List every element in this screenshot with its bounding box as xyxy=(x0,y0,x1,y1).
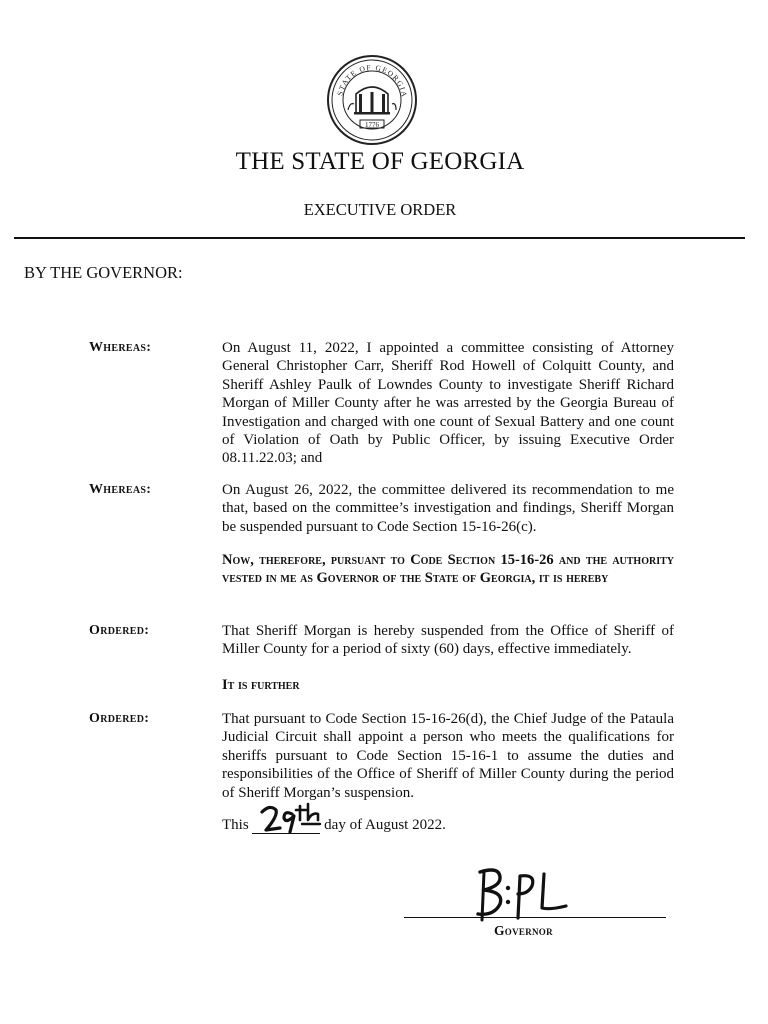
governor-title: Governor xyxy=(494,923,553,938)
whereas-label-1: Whereas: xyxy=(89,340,152,355)
dating-suffix: day of August 2022. xyxy=(324,817,446,833)
document-title: THE STATE OF GEORGIA xyxy=(235,148,525,175)
ordered-paragraph-1: That Sheriff Morgan is hereby suspended from the Office of Sheriff of Miller County for a period of sixty (60) days, effective immediately. xyxy=(222,623,674,658)
seal-year: 1776 xyxy=(365,121,379,129)
state-seal xyxy=(326,54,418,146)
governor-signature xyxy=(470,864,570,928)
document-subtitle: EXECUTIVE ORDER xyxy=(303,200,457,219)
whereas-paragraph-1: On August 11, 2022, I appointed a committee consisting of Attorney General Christopher Carr, Sheriff Rod Howell of Colquitt County, and Sheriff Ashley Paulk of Lowndes County to investigate Sheriff Richard Morgan of Miller County after he was arrested by the Georgia Bureau of Investigation and charged with one count of Sexual Battery and one count of Violation of Oath by Public Officer, by issuing Executive Order 08.11.22.03; and xyxy=(222,340,674,467)
ordered-paragraph-2: That pursuant to Code Section 15-16-26(d), the Chief Judge of the Pataula Judicial Circuit shall appoint a person who meets the qualifications for sheriffs pursuant to Code Section 15-16-1 to assume the duties and responsibilities of the Office of Sheriff of Miller County during the period of Sheriff Morgan’s suspension. xyxy=(222,711,674,801)
dating-prefix: This xyxy=(222,817,249,833)
ordered-label-2: Ordered: xyxy=(89,711,150,726)
now-therefore-clause: Now, therefore, pursuant to Code Section 15-16-26 and the authority vested in me as Governor of the State of Georgia, it is hereby xyxy=(222,552,674,586)
it-is-further: It is further xyxy=(222,677,300,693)
ordered-label-1: Ordered: xyxy=(89,623,150,638)
header-divider xyxy=(14,237,745,239)
whereas-label-2: Whereas: xyxy=(89,482,152,497)
whereas-paragraph-2: On August 26, 2022, the committee delivered its recommendation to me that, based on the committee’s investigation and findings, Sheriff Morgan be suspended pursuant to Code Section 15-16-26(c). xyxy=(222,482,674,535)
by-the-governor: BY THE GOVERNOR: xyxy=(24,263,183,282)
handwritten-day xyxy=(256,800,326,838)
seal-text: STATE OF GEORGIA xyxy=(335,62,410,99)
